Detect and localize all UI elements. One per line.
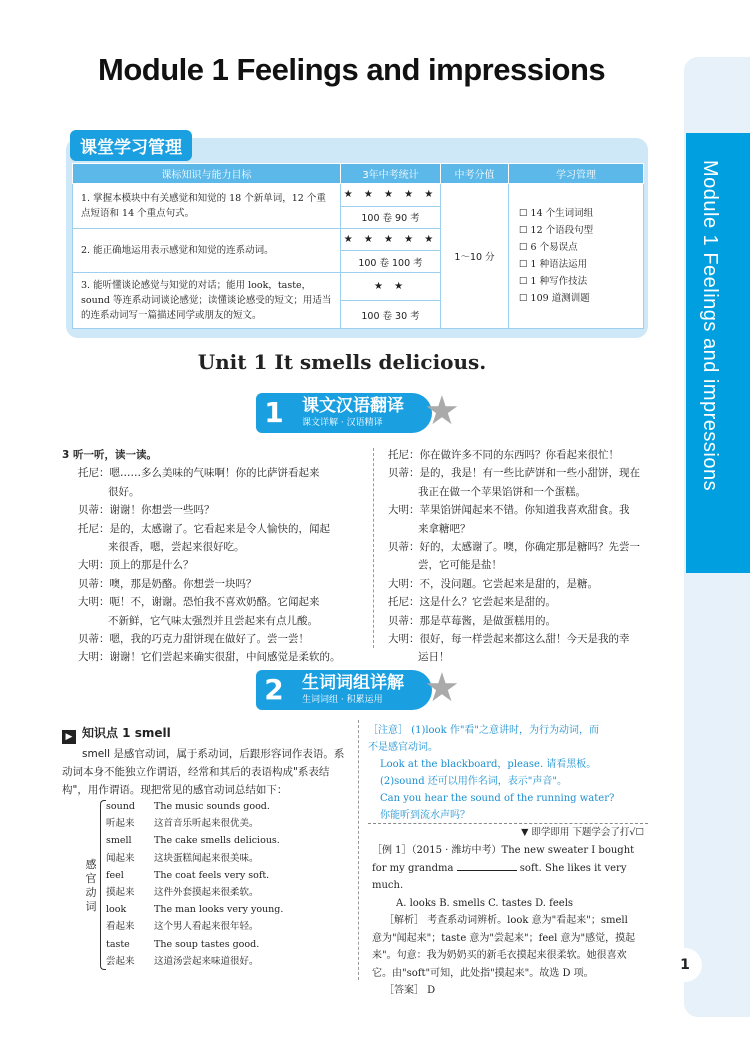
verb-word: look (106, 904, 127, 916)
verb-word: sound (106, 801, 135, 812)
verb-example: 这首音乐听起来很优美。 (154, 818, 259, 830)
dialogue-line: 很好。 (108, 485, 140, 498)
section-banner-body (292, 393, 432, 433)
note-line: Look at the blackboard，please. 请看黑板。 (380, 759, 597, 770)
page-number: 1 (668, 948, 702, 982)
dialogue-left (62, 446, 362, 667)
play-icon: ▶ (62, 730, 76, 744)
verb-row (106, 901, 283, 918)
dialogue-line: 贝蒂：那是草莓酱，是做蛋糕用的。 (388, 614, 556, 627)
stat-cell: 100 卷 100 考 (341, 251, 441, 273)
goal-cell: 1. 掌握本模块中有关感觉和知觉的 18 个新单词，12 个重点短语和 14 个重点句式。 (73, 184, 341, 229)
dialogue-line: 我正在做一个苹果馅饼和一个蛋糕。 (418, 485, 586, 498)
verb-word: 闻起来 (106, 852, 135, 864)
verb-row (106, 867, 283, 884)
dialogue-line: 来很香，嗯，尝起来很好吃。 (108, 541, 245, 554)
dialogue-line: 来拿糖吧？ (418, 522, 471, 535)
checklist-item[interactable]: ☐ 14 个生词词组 (519, 208, 594, 219)
verb-example: The man looks very young. (154, 904, 284, 916)
dialogue-line: 托尼：你在做许多不同的东西吗？你看起来很忙！ (388, 449, 619, 461)
verb-list (106, 798, 283, 970)
verb-row (106, 953, 283, 970)
score-cell: 1～10 分 (441, 184, 509, 329)
note-line: 你能听到流水声吗？ (380, 810, 470, 821)
dialogue-line: 贝蒂：是的，我是！有一些比萨饼和一些小甜饼，现在 (388, 467, 640, 480)
dialogue-line: 大明：苹果馅饼闻起来不错。你知道我喜欢甜食。我 (388, 504, 630, 517)
verb-word: feel (106, 869, 124, 881)
management-label: 课堂学习管理 (70, 130, 192, 161)
example-text: for my grandma (372, 862, 454, 874)
goal-cell: 2. 能正确地运用表示感觉和知觉的连系动词。 (73, 229, 341, 273)
unit-title: Unit 1 It smells delicious. (197, 350, 487, 374)
knowledge-point-text: smell 是感官动词，属于系动词，后跟形容词作表语。系动词本身不能独立作谓语，经常和其后的表语构成"系表结构"，用作谓语。现把常见的感官动词总结如下： (62, 748, 345, 796)
side-tab-title: Module 1 Feelings and impressions (699, 160, 721, 492)
dialogue-line: 托尼：嗯……多么美味的气味啊！你的比萨饼看起来 (78, 467, 320, 480)
example-line (372, 860, 648, 895)
section-title: 生词词组详解 (302, 673, 404, 693)
dialogue-right (388, 446, 654, 667)
answer-line: ［答案］ D (384, 985, 436, 996)
stars: ★ ★ ★ ★ ★ (341, 184, 441, 207)
table-header: 学习管理 (509, 164, 644, 184)
note-line: ［注意］ (1)look 作"看"之意讲时，为行为动词，而 (368, 725, 600, 736)
note-line: (2)sound 还可以用作名词，表示"声音"。 (380, 776, 567, 787)
verb-example: 这个男人看起来很年轻。 (154, 921, 259, 933)
section-subtitle: 课文详解 · 汉语精译 (302, 418, 383, 428)
analysis-line: ［解析］ 考查系动词辨析。look 意为"看起来"；smell (384, 915, 628, 926)
verb-example: The music sounds good. (154, 801, 270, 812)
dialogue-line: 运日！ (418, 651, 450, 664)
section-number: 1 (256, 393, 292, 433)
note-line: 不是感官动词。 (368, 742, 438, 753)
knowledge-point-title: 知识点 1 smell (82, 726, 171, 740)
verb-example: The soup tastes good. (154, 938, 260, 950)
table-header: 3年中考统计 (341, 164, 441, 184)
example-options: A. looks B. smells C. tastes D. feels (396, 897, 574, 909)
star-icon: ★ (424, 665, 460, 711)
verb-row (106, 884, 283, 901)
column-divider (373, 448, 374, 648)
verb-row (106, 815, 283, 832)
verb-side-label: 感官动词 (85, 858, 97, 913)
checklist-item[interactable]: ☐ 1 种语法运用 (519, 259, 588, 270)
dialogue-line: 托尼：是的，太感谢了。它看起来是令人愉快的，闻起 (78, 522, 330, 535)
section-number: 2 (256, 670, 292, 710)
dialogue-line: 贝蒂：噢，那是奶酪。你想尝一块吗？ (78, 577, 257, 590)
dialogue-line: 大明：谢谢！它们尝起来确实很甜，中间感觉是柔软的。 (78, 651, 341, 664)
study-bar (368, 823, 648, 839)
stars: ★ ★ ★ ★ ★ (341, 229, 441, 251)
checklist-item[interactable]: ☐ 6 个易误点 (519, 242, 578, 253)
dialogue-line: 3 听一听，读一读。 (62, 449, 157, 461)
checklist-item[interactable]: ☐ 12 个语段句型 (519, 225, 594, 236)
verb-row (106, 798, 283, 815)
study-bar-label[interactable]: ▼ 即学即用 下题学会了打√☐ (517, 827, 648, 838)
verb-word: taste (106, 938, 130, 950)
dialogue-line: 尝，它可能是盐！ (418, 559, 502, 572)
dialogue-line: 贝蒂：嗯，我的巧克力甜饼现在做好了。尝一尝！ (78, 633, 309, 646)
management-table (72, 163, 644, 329)
section-subtitle: 生词词组 · 积累运用 (302, 695, 383, 705)
note-block (368, 722, 648, 824)
analysis-line: 意为"闻起来"；taste 意为"尝起来"；feel 意为"感觉，摸起 (372, 932, 636, 944)
column-divider (358, 720, 359, 980)
checklist-item[interactable]: ☐ 109 道测训题 (519, 293, 590, 304)
example-block (372, 842, 648, 1000)
verb-word: 尝起来 (106, 955, 135, 967)
dialogue-line: 大明：很好，每一样尝起来都这么甜！今天是我的幸 (388, 633, 630, 646)
dialogue-line: 托尼：这是什么？它尝起来是甜的。 (388, 596, 556, 609)
dialogue-line: 贝蒂：好的，太感谢了。噢，你确定那是糖吗？先尝一 (388, 541, 640, 554)
table-header: 中考分值 (441, 164, 509, 184)
stat-cell: 100 卷 90 考 (341, 206, 441, 229)
knowledge-point-heading (62, 724, 171, 744)
table-header: 课标知识与能力目标 (73, 164, 341, 184)
section-banner-body (292, 670, 432, 710)
verb-word: 摸起来 (106, 887, 135, 899)
verb-row (106, 850, 283, 867)
verb-example: 这件外套摸起来很柔软。 (154, 887, 259, 899)
analysis-line: 它。由"soft"可知，此处指"摸起来"。故选 D 项。 (372, 967, 594, 979)
verb-example: The cake smells delicious. (154, 835, 280, 847)
checklist-item[interactable]: ☐ 1 种写作技法 (519, 276, 588, 287)
star-icon: ★ (424, 388, 460, 434)
example-text: soft. She likes it very much. (372, 862, 627, 891)
verb-word: 听起来 (106, 818, 135, 830)
verb-row (106, 832, 283, 849)
page-title: Module 1 Feelings and impressions (98, 52, 606, 87)
dialogue-line: 大明：顶上的那是什么？ (78, 559, 194, 572)
analysis-line: 来"。句意：我为奶奶买的新毛衣摸起来很柔软。她很喜欢 (372, 950, 627, 961)
answer-blank[interactable] (457, 861, 517, 871)
goal-cell: 3. 能听懂谈论感觉与知觉的对话；能用 look，taste，sound 等连系动词谈论感觉；读懂谈论感受的短文；用适当的连系动词写一篇描述同学或朋友的短文。 (73, 273, 341, 329)
verb-example: 这道汤尝起来味道很好。 (154, 955, 259, 967)
checklist (509, 184, 644, 329)
stars: ★ ★ (341, 273, 441, 301)
example-head: ［例 1］（2015 · 潍坊中考）The new sweater I bought (372, 845, 635, 856)
verb-row (106, 918, 283, 935)
verb-row (106, 936, 283, 953)
note-line: Can you hear the sound of the running water? (380, 793, 615, 804)
verb-example: 这块蛋糕闻起来很美味。 (154, 852, 259, 864)
dialogue-line: 不新鲜，它气味太强烈并且尝起来有点儿酸。 (108, 614, 318, 627)
dialogue-line: 大明：不，没问题。它尝起来是甜的，是糖。 (388, 577, 598, 590)
verb-word: 看起来 (106, 921, 135, 933)
verb-example: The coat feels very soft. (154, 869, 270, 881)
section-title: 课文汉语翻译 (302, 396, 404, 416)
dialogue-line: 大明：呃！不，谢谢。恐怕我不喜欢奶酪。它闻起来 (78, 596, 320, 609)
dialogue-line: 贝蒂：谢谢！你想尝一些吗？ (78, 504, 215, 517)
verb-word: smell (106, 835, 132, 847)
stat-cell: 100 卷 30 考 (341, 301, 441, 329)
